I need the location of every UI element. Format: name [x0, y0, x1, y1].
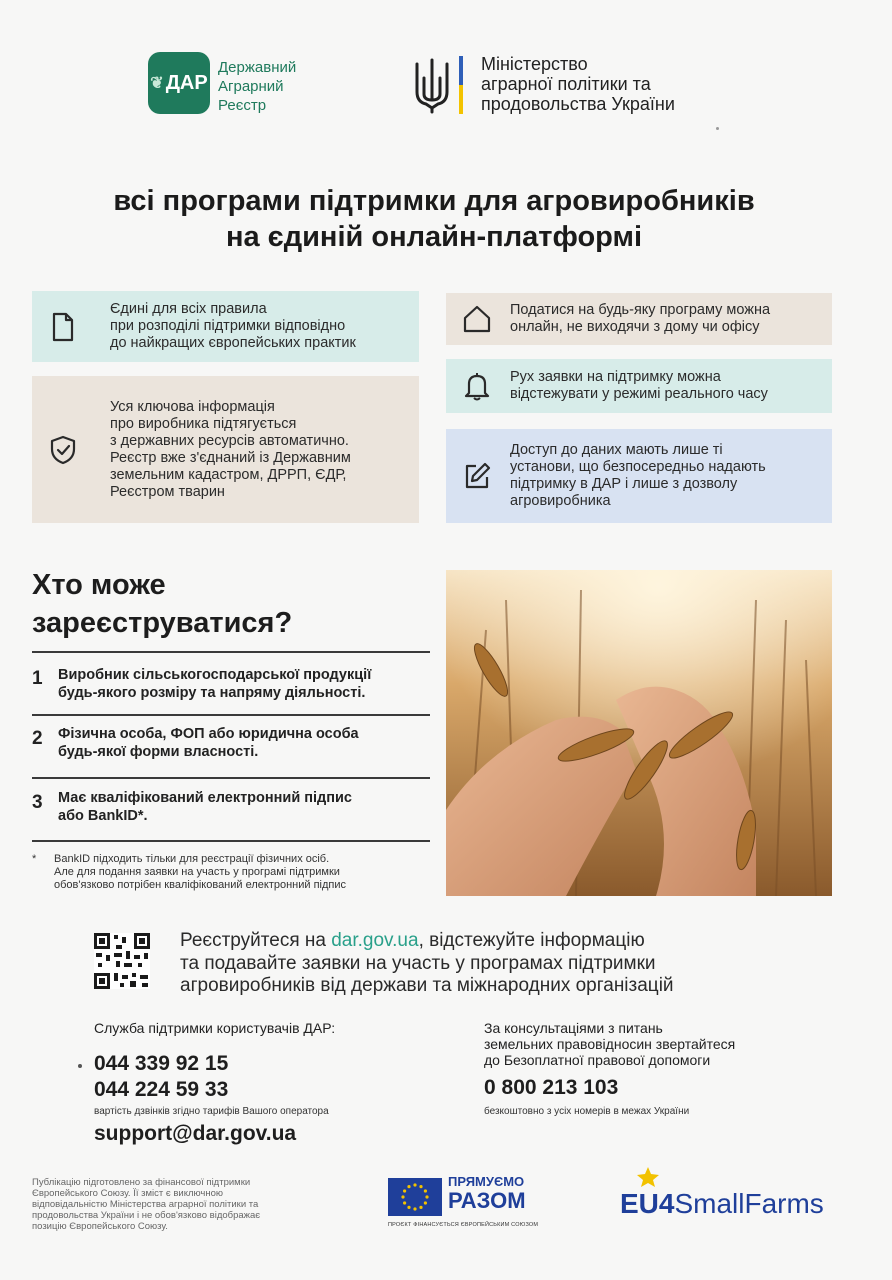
publication-disclaimer: Публікацію підготовлено за фінансової підтримки Європейського Союзу. Її зміст є виключною відповідальністю Міністерства аграрної політики та продовольства України і не обов'язково відображає позицію Європейського Союзу.: [32, 1177, 261, 1232]
divider: [32, 714, 430, 716]
feature-track: Рух заявки на підтримку можна відстежувати у режимі реального часу: [446, 359, 832, 413]
eu-funding-note: ПРОЄКТ ФІНАНСУЄТЬСЯ ЄВРОПЕЙСЬКИМ СОЮЗОМ: [388, 1222, 539, 1228]
legal-aid-phone[interactable]: 0 800 213 103: [484, 1076, 619, 1099]
pryamuemo-razom-logo: ПРЯМУЄМО РАЗОМ: [448, 1174, 526, 1213]
dar-logo: [148, 52, 210, 114]
star-icon: [633, 1166, 663, 1188]
bell-icon: [462, 371, 492, 401]
list-item: Фізична особа, ФОП або юридична особа будь-якої форми власності.: [58, 726, 359, 760]
item-number: 3: [32, 792, 43, 813]
item-number: 1: [32, 668, 43, 689]
speck: [78, 1064, 82, 1068]
trident-icon: [412, 56, 452, 114]
feature-info: Уся ключова інформація про виробника підтягується з державних ресурсів автоматично. Реєстр вже з'єднаний із Державним земельним кадастром, ДРРП, ЄДР, Реєстром тварин: [32, 376, 419, 523]
ukraine-flag-bar: [459, 56, 463, 114]
support-phone-2[interactable]: 044 224 59 33: [94, 1078, 229, 1101]
list-item: Має кваліфікований електронний підпис або BankID*.: [58, 790, 353, 824]
list-item: Виробник сільськогосподарської продукції будь-якого розміру та напряму діяльності.: [58, 667, 372, 701]
support-label: Служба підтримки користувачів ДАР:: [94, 1020, 336, 1036]
bankid-footnote: * BankID підходить тільки для реєстрації фізичних осіб. Але для подання заявки на участь у програмі підтримки обов'язково потрібен кваліфікований електронний підпис: [32, 853, 347, 891]
speck: [716, 127, 719, 130]
who-title: Хто може зареєструватися?: [32, 569, 293, 639]
dar-link[interactable]: dar.gov.ua: [331, 930, 419, 951]
item-number: 2: [32, 728, 43, 749]
dar-logo-text: ДАР: [165, 71, 208, 94]
page-title: всі програми підтримки для агровиробників на єдиній онлайн-платформі: [113, 185, 755, 253]
dar-name: Державний Аграрний Реєстр: [218, 59, 297, 114]
wheat-icon: ❦: [150, 75, 164, 92]
home-icon: [462, 304, 492, 334]
ministry-name: Міністерство аграрної політики та продовольства України: [481, 54, 675, 114]
eu-flag-icon: [388, 1178, 442, 1216]
free-call-note: безкоштовно з усіх номерів в межах України: [484, 1106, 690, 1117]
register-cta: Реєструйтеся на dar.gov.ua, відстежуйте інформацію та подавайте заявки на участь у програмах підтримки агровиробників від держави та міжнародних організацій: [180, 930, 674, 996]
support-phone-1[interactable]: 044 339 92 15: [94, 1052, 229, 1075]
legal-aid-info: За консультаціями з питань земельних правовідносин звертайтеся до Безоплатної правової допомоги: [484, 1020, 736, 1068]
call-cost-note: вартість дзвінків згідно тарифів Вашого оператора: [94, 1106, 329, 1117]
divider: [32, 651, 430, 653]
shield-check-icon: [48, 435, 78, 465]
divider: [32, 840, 430, 842]
feature-rules: Єдині для всіх правила при розподілі підтримки відповідно до найкращих європейських практик: [32, 291, 419, 362]
divider: [32, 777, 430, 779]
feature-access: Доступ до даних мають лише ті установи, що безпосередньо надають підтримку в ДАР і лише з дозволу агровиробника: [446, 429, 832, 523]
wheat-hands-photo: [446, 570, 832, 896]
pencil-icon: [462, 461, 492, 491]
support-email[interactable]: support@dar.gov.ua: [94, 1122, 297, 1145]
qr-code[interactable]: [94, 933, 150, 989]
document-icon: [48, 312, 78, 342]
feature-online: Податися на будь-яку програму можна онлайн, не виходячи з дому чи офісу: [446, 293, 832, 345]
eu4smallfarms-logo: EU4SmallFarms: [620, 1188, 824, 1219]
